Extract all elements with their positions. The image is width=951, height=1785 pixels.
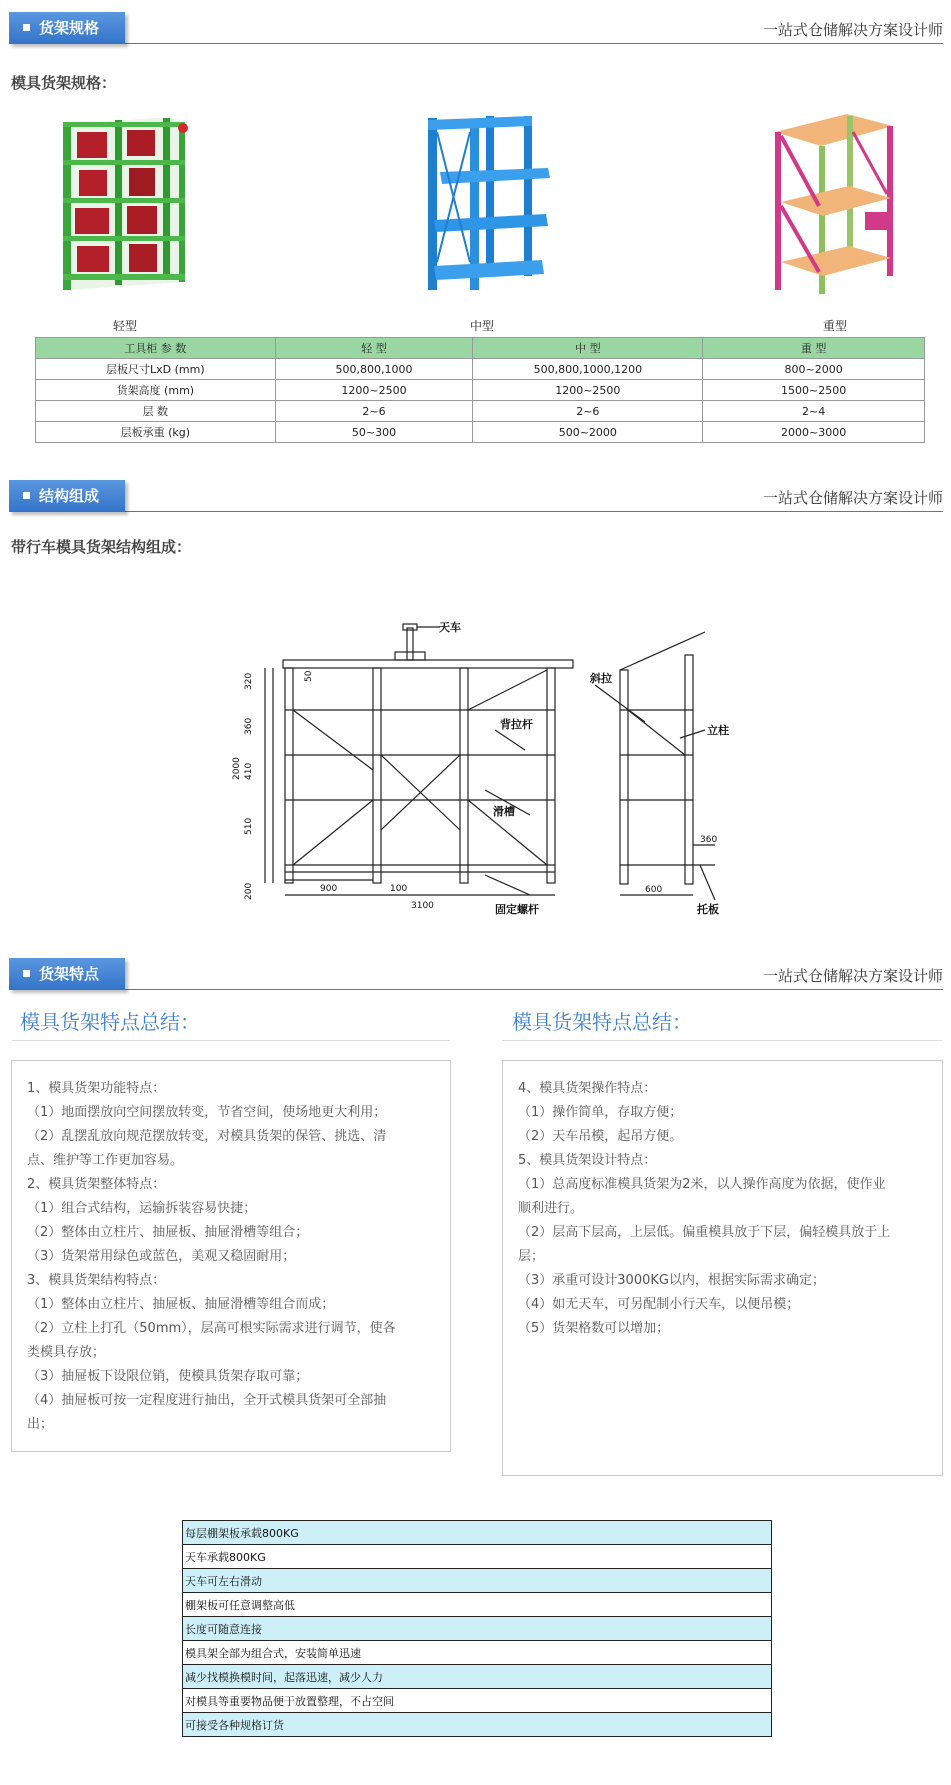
diagram-label-diagonal: 斜拉 [590, 672, 612, 685]
feature-line: 4、模具货架操作特点： [518, 1081, 657, 1096]
dim-2000: 2000 [232, 757, 242, 780]
feature-line: （3）承重可设计3000KG以内，根据实际需求确定； [518, 1273, 825, 1288]
feature-summary-table [182, 1520, 772, 1737]
spec-cell: 货架高度 (mm) [36, 380, 276, 401]
spec-cell: 500~2000 [473, 422, 703, 443]
features-left-box [11, 1060, 451, 1452]
spec-cell: 2~6 [473, 401, 703, 422]
light-rack-image [55, 112, 195, 297]
section-header-spec [9, 0, 943, 44]
diagram-label-back-brace: 背拉杆 [500, 718, 533, 731]
table-row [183, 1545, 772, 1569]
spec-header-cell: 轻 型 [275, 338, 473, 359]
diagram-label-tray: 托板 [697, 903, 719, 916]
feature-line: 顺利进行。 [518, 1201, 584, 1216]
square-icon [23, 492, 30, 499]
feature-line: 5、模具货架设计特点： [518, 1153, 657, 1168]
table-cell: 对模具等重要物品便于放置整理，不占空间 [183, 1689, 772, 1713]
section-header-features [9, 946, 943, 990]
table-cell: 天车承载800KG [183, 1545, 772, 1569]
diagram-label-crane: 天车 [439, 621, 461, 634]
spec-subtitle: 模具货架规格： [11, 74, 117, 92]
dim-3100: 3100 [411, 901, 434, 911]
table-cell: 长度可随意连接 [183, 1617, 772, 1641]
square-icon [23, 24, 30, 31]
features-left-rule [12, 1040, 450, 1041]
feature-line: （1）组合式结构，运输拆装容易快捷； [27, 1201, 257, 1216]
feature-line: （4）抽屉板可按一定程度进行抽出，全开式模具货架可全部抽 [27, 1393, 387, 1408]
feature-line: （2）整体由立柱片、抽屉板、抽屉滑槽等组合； [27, 1225, 309, 1240]
table-cell: 天车可左右滑动 [183, 1569, 772, 1593]
table-row [183, 1713, 772, 1737]
feature-line: （1）地面摆放向空间摆放转变，节省空间，使场地更大利用； [27, 1105, 387, 1120]
table-row [183, 1521, 772, 1545]
section-tab-features [9, 958, 125, 990]
diagram-label-fix-rod: 固定螺杆 [495, 903, 539, 916]
caption-heavy: 重型 [822, 319, 847, 333]
table-row [183, 1569, 772, 1593]
feature-line: 类模具存放； [27, 1345, 106, 1360]
dim-200: 200 [244, 882, 254, 900]
spec-header-cell: 中 型 [473, 338, 703, 359]
feature-line: （1）整体由立柱片、抽屉板、抽屉滑槽等组合而成； [27, 1297, 335, 1312]
spec-table [35, 337, 925, 443]
feature-line: 3、模具货架结构特点： [27, 1273, 166, 1288]
spec-cell: 500,800,1000,1200 [473, 359, 703, 380]
spec-cell: 800~2000 [703, 359, 925, 380]
dim-100: 100 [390, 884, 408, 894]
feature-line: 点、维护等工作更加容易。 [27, 1153, 184, 1168]
table-row [183, 1641, 772, 1665]
dim-360: 360 [244, 717, 254, 735]
square-icon [23, 970, 30, 977]
dim-320: 320 [244, 672, 254, 690]
spec-cell: 500,800,1000 [275, 359, 473, 380]
section-tab-label: 货架规格 [39, 19, 100, 37]
slogan: 一站式仓储解决方案设计师 [762, 489, 943, 507]
diagram-label-slide: 滑槽 [493, 805, 515, 818]
table-cell: 可接受各种规格订货 [183, 1713, 772, 1737]
caption-medium: 中型 [469, 319, 494, 333]
section-tab-label: 结构组成 [39, 487, 100, 505]
structure-diagram [225, 610, 745, 930]
section-tab-structure [9, 480, 125, 512]
feature-line: （4）如无天车，可另配制小行天车，以便吊模； [518, 1297, 800, 1312]
feature-line: （2）天车吊模，起吊方便。 [518, 1129, 683, 1144]
table-cell: 模具架全部为组合式，安装简单迅速 [183, 1641, 772, 1665]
spec-header-cell: 工具柜 参 数 [36, 338, 276, 359]
dim-360b: 360 [700, 835, 718, 845]
section-rule [9, 43, 943, 44]
section-rule [9, 511, 943, 512]
features-left-title: 模具货架特点总结： [20, 1010, 200, 1034]
feature-line: （1）总高度标准模具货架为2米，以人操作高度为依据，使作业 [518, 1177, 886, 1192]
features-right-box [502, 1060, 943, 1476]
feature-line: （2）乱摆乱放向规范摆放转变，对模具货架的保管、挑选、清 [27, 1129, 387, 1144]
table-row [183, 1665, 772, 1689]
feature-line: （2）立柱上打孔（50mm），层高可根实际需求进行调节，使各 [27, 1321, 396, 1336]
spec-cell: 2000~3000 [703, 422, 925, 443]
dim-50: 50 [304, 670, 314, 682]
feature-line: （1）操作简单，存取方便； [518, 1105, 683, 1120]
section-rule [9, 989, 943, 990]
feature-line: 2、模具货架整体特点： [27, 1177, 166, 1192]
spec-row [36, 359, 925, 380]
table-row [183, 1617, 772, 1641]
table-row [183, 1689, 772, 1713]
feature-line: （3）抽屉板下设限位销，使模具货架存取可靠； [27, 1369, 309, 1384]
diagram-label-column: 立柱 [707, 724, 729, 737]
spec-cell: 层板承重 (kg) [36, 422, 276, 443]
dim-600: 600 [645, 885, 663, 895]
structure-subtitle: 带行车模具货架结构组成： [11, 538, 192, 556]
feature-line: （5）货架格数可以增加； [518, 1321, 670, 1336]
spec-cell: 层板尺寸LxD (mm) [36, 359, 276, 380]
feature-line: 1、模具货架功能特点： [27, 1081, 166, 1096]
spec-cell: 1500~2500 [703, 380, 925, 401]
heavy-rack-image [765, 112, 905, 297]
section-header-structure [9, 468, 943, 512]
table-cell: 每层棚架板承载800KG [183, 1521, 772, 1545]
spec-row [36, 422, 925, 443]
spec-cell: 1200~2500 [473, 380, 703, 401]
spec-row [36, 401, 925, 422]
feature-line: 出； [27, 1417, 54, 1432]
feature-line: （2）层高下层高，上层低。偏重模具放于下层，偏轻模具放于上 [518, 1225, 891, 1240]
spec-header-row [36, 338, 925, 359]
table-cell: 棚架板可任意调整高低 [183, 1593, 772, 1617]
spec-cell: 50~300 [275, 422, 473, 443]
spec-cell: 层 数 [36, 401, 276, 422]
section-tab-spec [9, 12, 125, 44]
spec-cell: 1200~2500 [275, 380, 473, 401]
features-right-title: 模具货架特点总结： [512, 1010, 692, 1034]
dim-900: 900 [320, 884, 338, 894]
dim-410: 410 [244, 762, 254, 780]
table-cell: 减少找模换模时间，起落迅速，减少人力 [183, 1665, 772, 1689]
spec-row [36, 380, 925, 401]
dim-510: 510 [244, 817, 254, 835]
feature-line: （3）货架常用绿色或蓝色，美观又稳固耐用； [27, 1249, 296, 1264]
slogan: 一站式仓储解决方案设计师 [762, 967, 943, 985]
table-row [183, 1593, 772, 1617]
spec-cell: 2~6 [275, 401, 473, 422]
medium-rack-image [420, 112, 560, 297]
section-tab-label: 货架特点 [39, 965, 100, 983]
caption-light: 轻型 [112, 319, 137, 333]
slogan: 一站式仓储解决方案设计师 [762, 21, 943, 39]
spec-header-cell: 重 型 [703, 338, 925, 359]
spec-cell: 2~4 [703, 401, 925, 422]
feature-line: 层； [518, 1249, 545, 1264]
features-right-rule [502, 1040, 942, 1041]
